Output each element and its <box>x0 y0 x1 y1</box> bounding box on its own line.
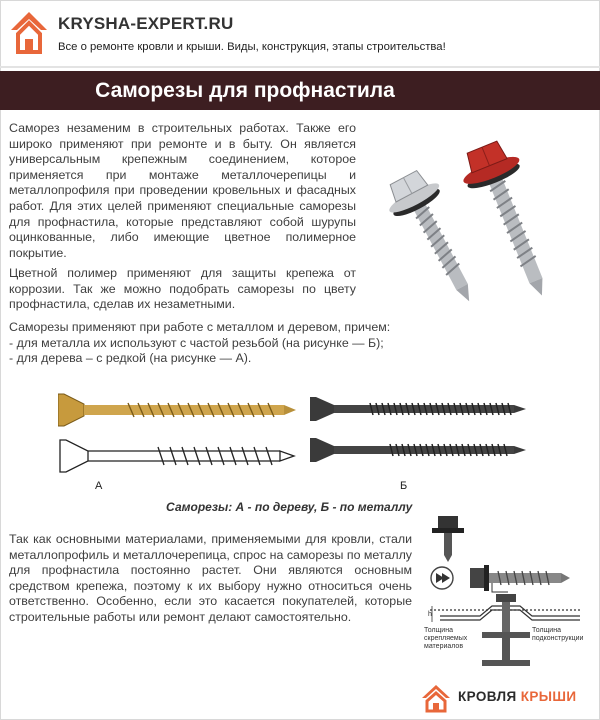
figure-caption: Саморезы: А - по дереву, Б - по металлу <box>166 500 413 514</box>
wood-screw-brass <box>58 390 298 430</box>
footer-brand-right: КРЫШИ <box>520 689 577 704</box>
roof-screw-diagram <box>420 510 590 670</box>
color-paragraph: Цветной полимер применяют для защиты крепежа от коррозии. Так же можно подобрать саморезы по цвету профнастила, сделав их незаметными. <box>9 266 356 312</box>
wood-screw-drawing <box>58 436 298 476</box>
house-logo-icon[interactable] <box>9 10 49 54</box>
usage-metal: - для металла их используют с частой резьбой (на рисунке — Б); <box>9 335 384 350</box>
metal-screw-upper <box>310 395 530 425</box>
usage-lead: Саморезы применяют при работе с металлом и деревом, причем: <box>9 320 391 334</box>
roofing-screws-photo <box>358 120 583 305</box>
label-a: А <box>95 480 103 492</box>
usage-wood: - для дерева – с редкой (на рисунке — А). <box>9 351 252 366</box>
thickness-fastened-label: Толщина скрепляемых материалов <box>424 627 468 650</box>
site-header <box>0 0 600 66</box>
label-b: Б <box>400 480 408 492</box>
title-band-extension <box>490 71 600 110</box>
materials-paragraph: Так как основными материалами, применяемыми для кровли, стали металлопрофиль и металлочерепица, спрос на саморезы по металлу для профнастила постоянно растет. Они являются основным средством крепежа, поэтому к их выбору нужно относиться очень ответственно. Особенно, если это касается покупателей, которые строительные работы или ремонт делают самостоятельно. <box>9 532 412 624</box>
page-title: Саморезы для профнастила <box>95 79 395 102</box>
h-label: h <box>428 611 432 618</box>
usage-paragraph <box>9 320 419 367</box>
site-tagline: Все о ремонте кровли и крыши. Виды, конструкция, этапы строительства! <box>58 41 446 53</box>
header-divider <box>0 66 600 68</box>
metal-screw-lower <box>310 436 530 466</box>
intro-paragraph: Саморез незаменим в строительных работах. Также его широко применяют при ремонте и в быту. Он является универсальным крепежным соединением, которое применяется при монтаже металлочерепицы и металлопрофиля при проведении кровельных и фасадных работ. Для этих целей применяют специальные саморезы для профнастила, которые представляют собой шурупы оцинкованные, либо имеющие цветное полимерное покрытие. <box>9 121 356 260</box>
site-name[interactable]: KRYSHA-EXPERT.RU <box>58 14 234 33</box>
footer-house-icon[interactable] <box>420 683 452 713</box>
footer-brand[interactable] <box>458 689 576 704</box>
footer-brand-left: КРОВЛЯ <box>458 689 517 704</box>
thickness-support-label: Толщина подконструкции <box>532 627 584 642</box>
